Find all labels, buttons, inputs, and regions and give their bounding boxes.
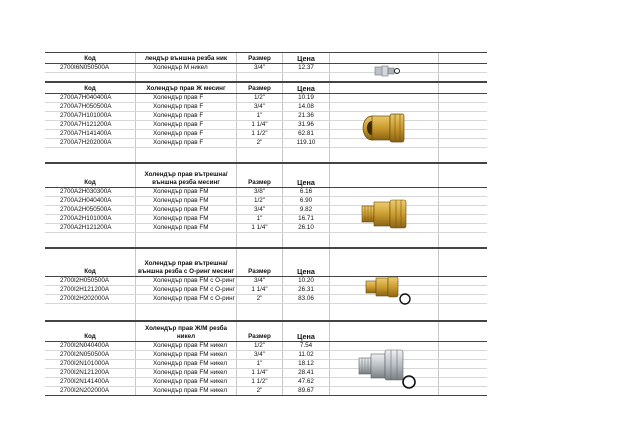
header-price: Цена — [283, 164, 330, 187]
row-name: Холендър прав FM с О-ринг — [136, 286, 237, 294]
row-name: Холендър прав FM с О-ринг — [136, 295, 237, 303]
row-size: 1" — [237, 112, 283, 120]
row-price: 31.96 — [283, 121, 330, 129]
price-sheet — [45, 52, 487, 396]
row-price: 89.67 — [283, 387, 330, 395]
row-size: 1" — [237, 360, 283, 368]
section-brass-fm-oring — [45, 248, 487, 321]
row-price: 10.19 — [283, 94, 330, 102]
header-code: Код — [45, 83, 136, 93]
row-size: 1/2" — [237, 342, 283, 350]
row-code: 2700A7H141400A — [45, 130, 136, 138]
row-size: 1 1/4" — [237, 121, 283, 129]
row-code: 2700A2H050500A — [45, 206, 136, 214]
row-size: 3/8" — [237, 188, 283, 196]
row-size: 1" — [237, 215, 283, 223]
header-code: Код — [45, 164, 136, 187]
row-code: 2700I6N050500A — [45, 64, 136, 72]
row-price: 18.12 — [283, 360, 330, 368]
row-size: 1/2" — [237, 94, 283, 102]
row-code: 2700I2H050500A — [45, 277, 136, 285]
row-size: 2" — [237, 139, 283, 147]
row-size: 1 1/4" — [237, 369, 283, 377]
row-price: 26.10 — [283, 224, 330, 232]
row-name: Холендър прав FM никел — [136, 378, 237, 386]
row-code: 2700A2H101000A — [45, 215, 136, 223]
section-nickel-male — [45, 52, 487, 82]
row-price: 26.31 — [283, 286, 330, 294]
row-price: 6.16 — [283, 188, 330, 196]
row-price: 7.54 — [283, 342, 330, 350]
header-price: Цена — [283, 322, 330, 341]
row-name: Холендър прав F — [136, 103, 237, 111]
header-size: Размер — [237, 164, 283, 187]
fm-union-brass-icon — [331, 187, 440, 241]
row-size: 3/4" — [237, 64, 283, 72]
header-price: Цена — [283, 83, 330, 93]
row-price: 21.36 — [283, 112, 330, 120]
row-code: 2700A7H101000A — [45, 112, 136, 120]
section-nickel-fm — [45, 321, 487, 396]
header-price: Цена — [283, 53, 330, 63]
row-code: 2700A7H050500A — [45, 103, 136, 111]
row-name: Холендър М никел — [136, 64, 237, 72]
row-code: 2700A7H202000A — [45, 139, 136, 147]
row-price: 62.81 — [283, 130, 330, 138]
row-size: 1 1/4" — [237, 286, 283, 294]
row-size: 1/2" — [237, 197, 283, 205]
row-price: 28.41 — [283, 369, 330, 377]
row-size: 3/4" — [237, 206, 283, 214]
row-code: 2700I2H121200A — [45, 286, 136, 294]
row-name: Холендър прав F — [136, 112, 237, 120]
female-union-brass-icon — [331, 93, 440, 163]
row-price: 83.06 — [283, 295, 330, 303]
row-size: 1 1/4" — [237, 224, 283, 232]
row-size: 1 1/2" — [237, 378, 283, 386]
row-code: 2700I2N040400A — [45, 342, 136, 350]
row-name: Холендър прав FM — [136, 215, 237, 223]
row-code: 2700A2H040400A — [45, 197, 136, 205]
row-name: Холендър прав F — [136, 139, 237, 147]
row-code: 2700I2N141400A — [45, 378, 136, 386]
row-name: Холендър прав F — [136, 121, 237, 129]
header-name: Холендър прав вътрешна/външна резба с О-ринг месинг — [136, 249, 237, 276]
header-price: Цена — [283, 249, 330, 276]
row-name: Холендър прав FM — [136, 188, 237, 196]
header-name: Холендър прав Ж месинг — [136, 83, 237, 93]
row-name: Холендър прав FM никел — [136, 387, 237, 395]
row-size: 1 1/2" — [237, 130, 283, 138]
header-size: Размер — [237, 322, 283, 341]
header-name: Холендър прав вътрешна/външна резба месинг — [136, 164, 237, 187]
section-brass-fm — [45, 163, 487, 248]
fm-union-oring-brass-icon — [331, 268, 440, 314]
row-size: 3/4" — [237, 103, 283, 111]
row-name: Холендър прав FM — [136, 224, 237, 232]
row-size: 2" — [237, 387, 283, 395]
header-size: Размер — [237, 53, 283, 63]
fm-union-nickel-oring-icon — [331, 339, 440, 395]
male-union-nickel-icon — [331, 62, 440, 79]
header-name: Холендър прав Ж/М резба никел — [136, 322, 237, 341]
row-code: 2700I2N050500A — [45, 351, 136, 359]
header-size: Размер — [237, 83, 283, 93]
row-code: 2700A7H121200A — [45, 121, 136, 129]
row-price: 6.90 — [283, 197, 330, 205]
row-code: 2700I2N101000A — [45, 360, 136, 368]
row-price: 16.71 — [283, 215, 330, 223]
header-code: Код — [45, 53, 136, 63]
row-code: 2700A2H030300A — [45, 188, 136, 196]
row-code: 2700I2H202000A — [45, 295, 136, 303]
row-price: 9.82 — [283, 206, 330, 214]
row-name: Холендър прав FM — [136, 197, 237, 205]
header-code: Код — [45, 322, 136, 341]
row-price: 119.10 — [283, 139, 330, 147]
section-brass-female — [45, 82, 487, 163]
row-code: 2700I2N202000A — [45, 387, 136, 395]
section-header — [45, 163, 487, 188]
row-code: 2700A7H040400A — [45, 94, 136, 102]
header-name: лендър външна резба ник — [136, 53, 237, 63]
row-price: 12.37 — [283, 64, 330, 72]
header-code: Код — [45, 249, 136, 276]
row-name: Холендър прав FM никел — [136, 342, 237, 350]
row-name: Холендър прав F — [136, 130, 237, 138]
row-name: Холендър прав FM никел — [136, 369, 237, 377]
header-size: Размер — [237, 249, 283, 276]
row-size: 3/4" — [237, 277, 283, 285]
row-name: Холендър прав FM никел — [136, 351, 237, 359]
row-name: Холендър прав FM с О-ринг — [136, 277, 237, 285]
row-name: Холендър прав F — [136, 94, 237, 102]
row-code: 2700A2H121200A — [45, 224, 136, 232]
row-size: 2" — [237, 295, 283, 303]
row-price: 47.62 — [283, 378, 330, 386]
row-price: 10.20 — [283, 277, 330, 285]
row-price: 11.02 — [283, 351, 330, 359]
row-price: 14.08 — [283, 103, 330, 111]
row-name: Холендър прав FM — [136, 206, 237, 214]
row-size: 3/4" — [237, 351, 283, 359]
row-name: Холендър прав FM никел — [136, 360, 237, 368]
row-code: 2700I2N121200A — [45, 369, 136, 377]
